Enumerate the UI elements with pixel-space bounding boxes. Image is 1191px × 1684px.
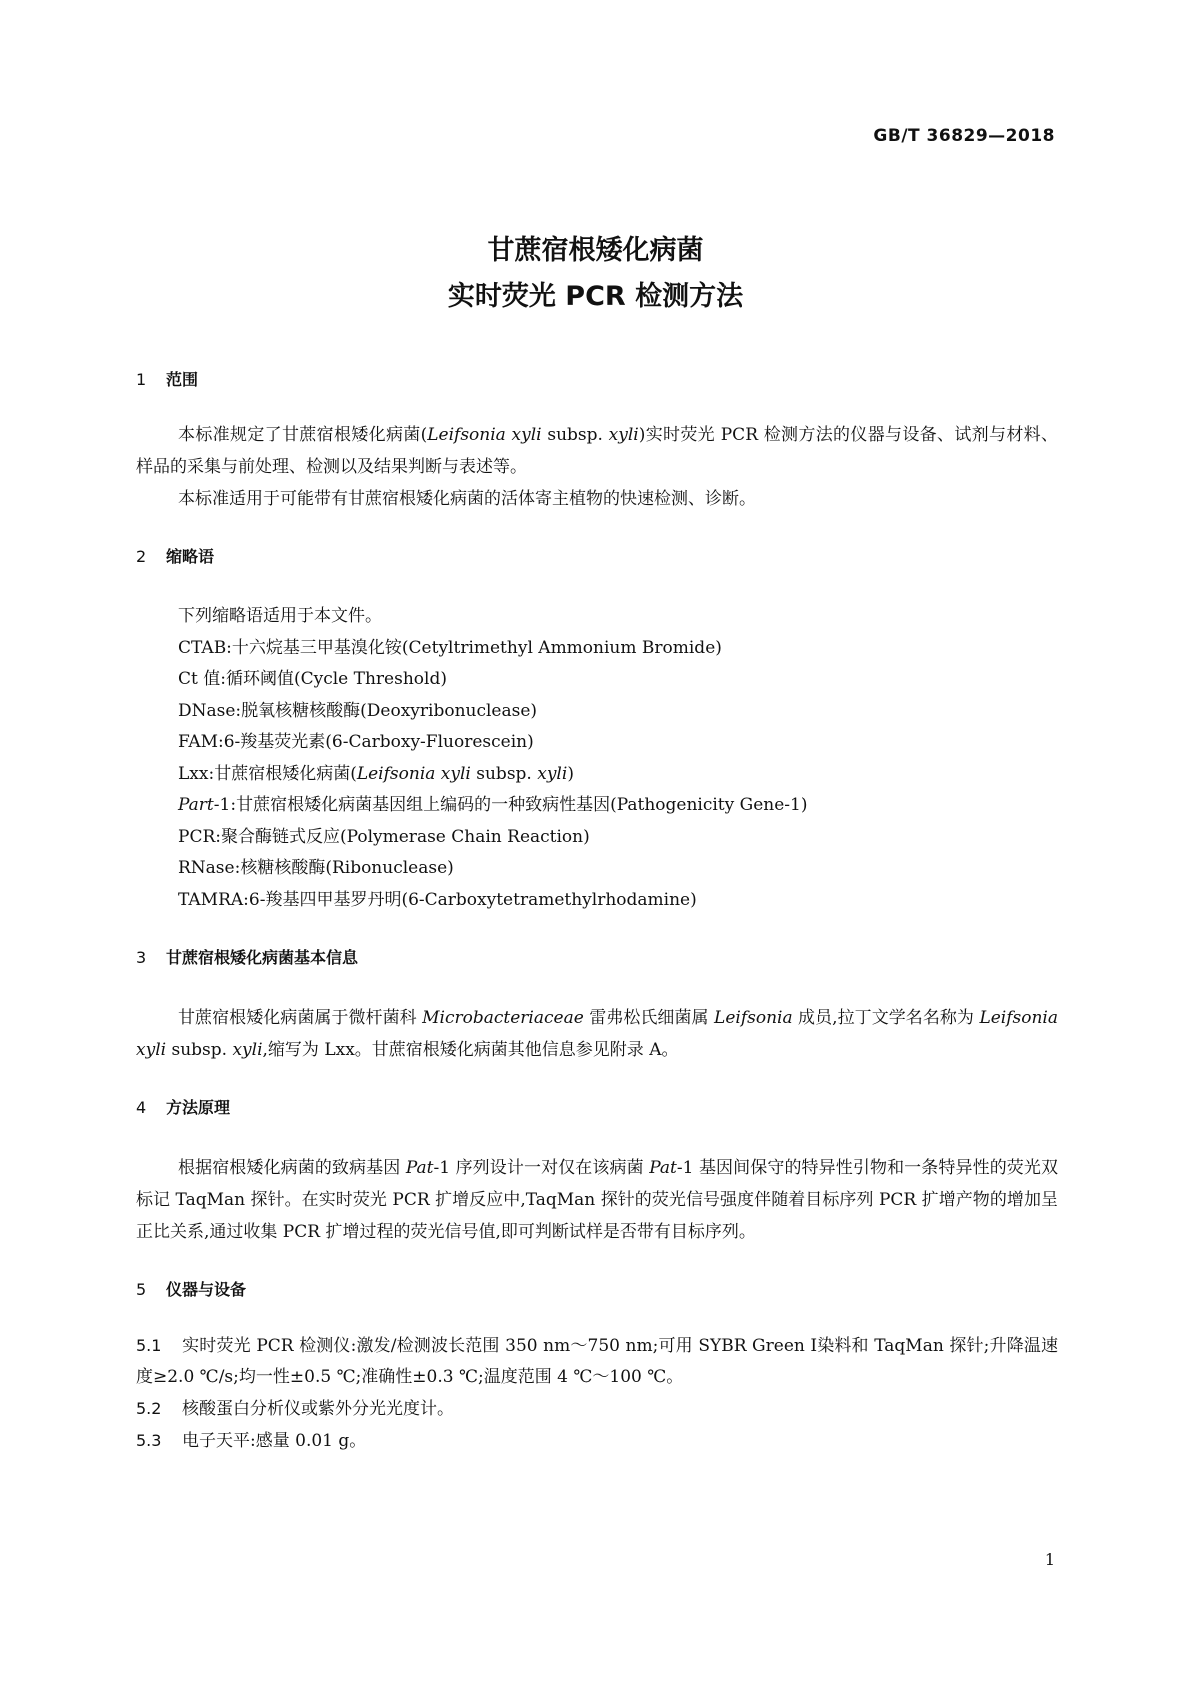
section-number: 1: [136, 370, 147, 389]
section-heading: [136, 545, 1058, 569]
list-item: Part-1:甘蔗宿根矮化病菌基因组上编码的一种致病性基因(Pathogenicity Gene-1): [178, 795, 808, 815]
clause-text: 电子天平:感量 0.01 g。: [182, 1431, 367, 1451]
clause-text: 实时荧光 PCR 检测仪:激发/检测波长范围 350 nm～750 nm;可用 SYBR Green Ⅰ染料和 TaqMan 探针;升降温速度≥2.0 ℃/s;均一性±0.5 ℃;准确性±0.3 ℃;温度范围 4 ℃～100 ℃。: [136, 1336, 1058, 1387]
list-item: PCR:聚合酶链式反应(Polymerase Chain Reaction): [178, 826, 590, 847]
abbreviation-list: [136, 601, 1058, 916]
list-item: TAMRA:6-羧基四甲基罗丹明(6-Carboxytetramethylrhodamine): [178, 889, 697, 910]
section-equipment: [136, 1278, 1058, 1457]
section-number: 5: [136, 1280, 147, 1299]
section-number: 4: [136, 1098, 147, 1117]
section-basic-info: [136, 946, 1058, 1066]
document-body: [136, 368, 1058, 1457]
clause-number: 5.3: [136, 1431, 162, 1450]
section-heading: [136, 368, 1058, 392]
clause-text: 核酸蛋白分析仪或紫外分光光度计。: [182, 1399, 454, 1419]
list-item: Ct 值:循环阈值(Cycle Threshold): [178, 669, 447, 689]
section-number: 3: [136, 948, 147, 967]
section-heading: [136, 1096, 1058, 1120]
clause: [136, 1330, 1058, 1393]
section-title: 范围: [166, 370, 199, 389]
list-item: FAM:6-羧基荧光素(6-Carboxy-Fluorescein): [178, 732, 534, 752]
paragraph: 本标准适用于可能带有甘蔗宿根矮化病菌的活体寄主植物的快速检测、诊断。: [178, 489, 756, 509]
section-scope: [136, 368, 1058, 515]
document-title: [0, 228, 1191, 320]
title-line-1: 甘蔗宿根矮化病菌: [487, 235, 704, 266]
clause: [136, 1393, 1058, 1425]
section-number: 2: [136, 547, 147, 566]
paragraph: 甘蔗宿根矮化病菌属于微杆菌科 Microbacteriaceae 雷弗松氏细菌属 Leifsonia 成员,拉丁文学名名称为 Leifsonia xyli subsp. xyli,缩写为 Lxx。甘蔗宿根矮化病菌其他信息参见附录 A。: [136, 1008, 1058, 1060]
page-number: 1: [1044, 1550, 1055, 1569]
list-item: Lxx:甘蔗宿根矮化病菌(Leifsonia xyli subsp. xyli): [178, 763, 574, 784]
paragraph: 本标准规定了甘蔗宿根矮化病菌(Leifsonia xyli subsp. xyli)实时荧光 PCR 检测方法的仪器与设备、试剂与材料、样品的采集与前处理、检测以及结果判断与表述等。: [136, 425, 1059, 477]
standard-number: GB/T 36829—2018: [873, 126, 1055, 146]
section-title: 仪器与设备: [166, 1280, 247, 1299]
section-abbreviations: [136, 545, 1058, 916]
title-line-2: 实时荧光 PCR 检测方法: [447, 281, 744, 312]
section-title: 缩略语: [166, 547, 215, 566]
clause-number: 5.2: [136, 1399, 162, 1418]
list-item: RNase:核糖核酸酶(Ribonuclease): [178, 858, 454, 878]
section-heading: [136, 1278, 1058, 1302]
list-item: CTAB:十六烷基三甲基溴化铵(Cetyltrimethyl Ammonium Bromide): [178, 637, 722, 658]
section-principle: [136, 1096, 1058, 1248]
section-title: 甘蔗宿根矮化病菌基本信息: [166, 948, 359, 967]
list-intro: 下列缩略语适用于本文件。: [178, 606, 382, 626]
section-heading: [136, 946, 1058, 970]
list-item: DNase:脱氧核糖核酸酶(Deoxyribonuclease): [178, 700, 538, 721]
clause-number: 5.1: [136, 1336, 162, 1355]
paragraph: 根据宿根矮化病菌的致病基因 Pat-1 序列设计一对仅在该病菌 Pat-1 基因间保守的特异性引物和一条特异性的荧光双标记 TaqMan 探针。在实时荧光 PCR 扩增反应中,TaqMan 探针的荧光信号强度伴随着目标序列 PCR 扩增产物的增加呈正比关系,通过收集 PCR 扩增过程的荧光信号值,即可判断试样是否带有目标序列。: [136, 1158, 1058, 1242]
section-title: 方法原理: [166, 1098, 231, 1117]
clause: [136, 1425, 1058, 1457]
